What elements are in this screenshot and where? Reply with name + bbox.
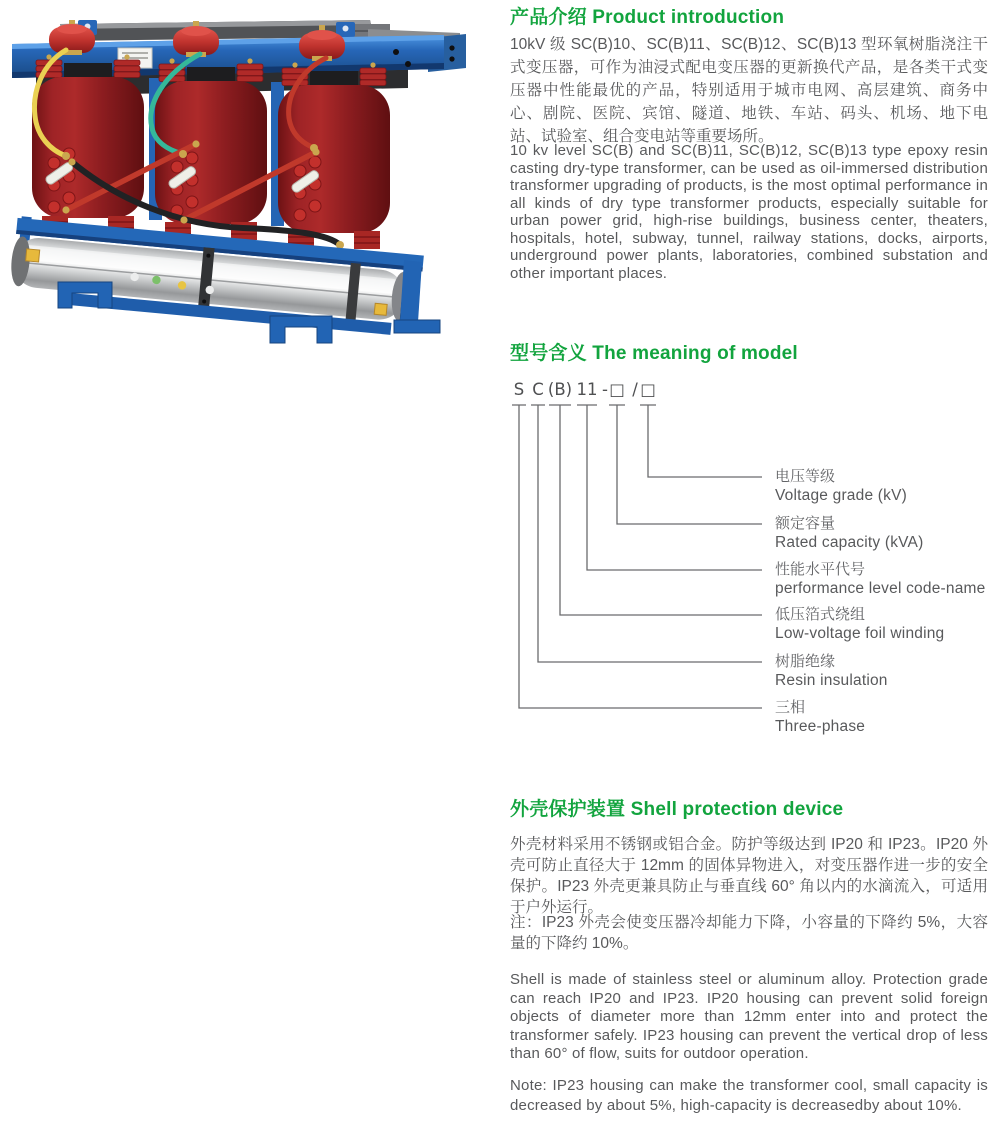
- model-label-lv-foil-winding: [775, 605, 944, 643]
- model-label-zh: 低压箔式绕组: [775, 606, 866, 623]
- model-code-symbol-11: 11: [576, 380, 598, 399]
- model-label-performance-level: [775, 560, 985, 598]
- model-label-en: Three-phase: [775, 718, 866, 735]
- model-label-three-phase: [775, 698, 865, 736]
- shell-protection-paragraph-en: Shell is made of stainless steel or aluminum alloy. Protection grade can reach IP20 and IP23. IP20 housing can prevent solid foreign objects of diameter more than 12mm enter into and protect the transformer safely. IP23 housing can prevent the vertical drop of less than 60° of flow, suits for outdoor operation.: [510, 971, 988, 1062]
- model-label-zh: 树脂绝缘: [775, 653, 836, 670]
- model-label-en: performance level code-name: [775, 580, 986, 597]
- model-code-symbol-box2: □: [640, 380, 656, 399]
- model-code-diagram: [510, 378, 988, 746]
- shell-protection-paragraph-zh: 外壳材料采用不锈钢或铝合金。防护等级达到 IP20 和 IP23。IP20 外壳可防止直径大于 12mm 的固体异物进入，对变压器作进一步的安全保护。IP23 外壳更兼具防止与垂直线 60° 角以内的水滴流入，可适用于户外运行。: [510, 836, 988, 916]
- model-code-symbol-b: (B): [547, 380, 573, 399]
- model-label-en: Resin insulation: [775, 672, 888, 689]
- model-code-symbol-s: S: [513, 380, 525, 399]
- section-title-product-intro: 产品介绍 Product introduction: [510, 7, 785, 28]
- transformer-illustration: [8, 20, 470, 352]
- model-label-resin-insulation: [775, 652, 888, 690]
- model-code-symbol-hyphen: -: [602, 380, 608, 399]
- model-code-symbol-slash: /: [632, 380, 638, 399]
- model-label-en: Voltage grade (kV): [775, 487, 907, 504]
- section-title-model-meaning: 型号含义 The meaning of model: [510, 343, 798, 364]
- model-code-symbol-box1: □: [609, 380, 625, 399]
- shell-protection-note-en: Note: IP23 housing can make the transformer cool, small capacity is decreased by about 5%, high-capacity is decreasedby about 10%.: [510, 1077, 988, 1114]
- model-label-en: Low-voltage foil winding: [775, 625, 945, 642]
- section-title-shell-protection: 外壳保护装置 Shell protection device: [510, 799, 844, 820]
- model-label-en: Rated capacity (kVA): [775, 534, 924, 551]
- transformer-photo: [8, 20, 470, 352]
- model-label-zh: 额定容量: [775, 515, 836, 532]
- product-intro-paragraph-en: 10 kv level SC(B) and SC(B)11, SC(B)12, SC(B)13 type epoxy resin casting dry-type transformer, can be used as oil-immersed distribution transformer upgrading of products, is the most optimal performance in all kinds of dry type transformer products, especially suitable for urban power grid, high-rise buildings, business center, theaters, hospitals, hotel, subway, tunnel, railway stations, docks, airports, underground power plants, laboratories, combined substation and other important places.: [510, 142, 988, 282]
- product-intro-paragraph-zh: 10kV 级 SC(B)10、SC(B)11、SC(B)12、SC(B)13 型环氧树脂浇注干式变压器，可作为油浸式配电变压器的更新换代产品，是各类干式变压器中性能最优的产品，特别适用于城市电网、高层建筑、商务中心、剧院、医院、宾馆、隧道、地铁、车站、码头、机场、地下电站、试验室、组合变电站等重要场所。: [510, 36, 988, 145]
- model-label-zh: 电压等级: [775, 468, 836, 485]
- shell-protection-note-zh: 注：IP23 外壳会使变压器冷却能力下降，小容量的下降约 5%，大容量的下降约 10%。: [510, 914, 988, 952]
- model-code-symbol-c: C: [532, 380, 544, 399]
- model-label-voltage-grade: [775, 467, 907, 505]
- cast-resin-coils: [32, 54, 390, 249]
- model-label-zh: 性能水平代号: [775, 561, 866, 578]
- model-label-rated-capacity: [775, 514, 923, 552]
- model-label-zh: 三相: [775, 699, 806, 716]
